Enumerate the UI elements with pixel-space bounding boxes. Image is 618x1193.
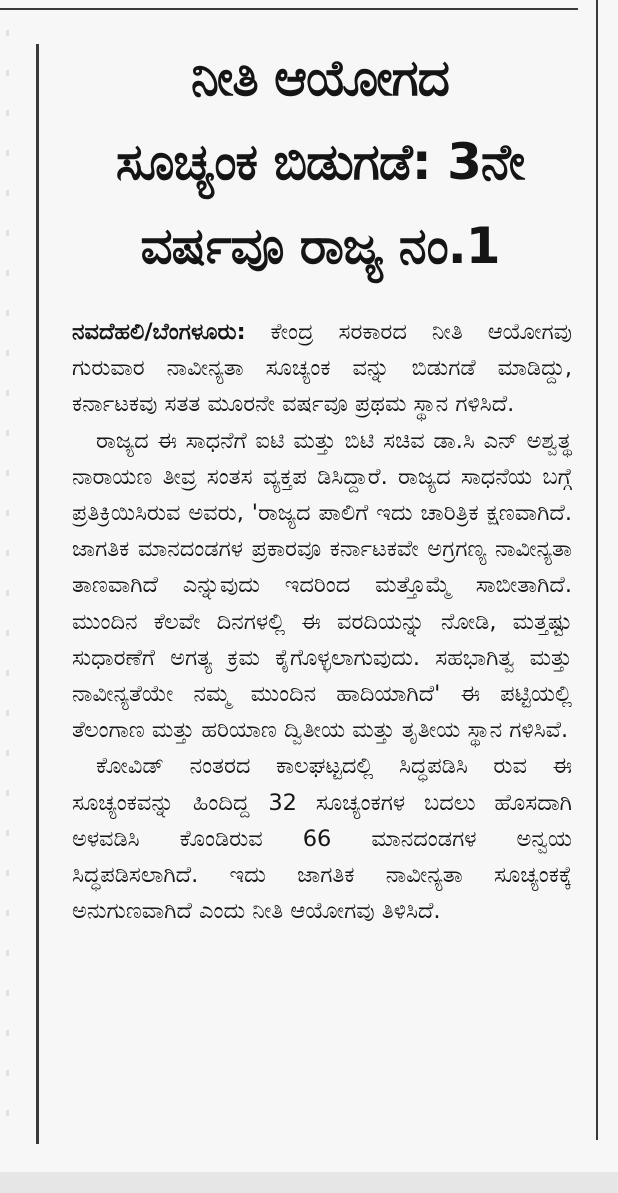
paragraph-2: ರಾಜ್ಯದ ಈ ಸಾಧನೆಗೆ ಐಟಿ ಮತ್ತು ಬಿಟಿ ಸಚಿವ ಡಾ.ಸಿ ಎನ್ ಅಶ್ವತ್ಥ ನಾರಾಯಣ ತೀವ್ರ ಸಂತಸ ವ್ಯಕ್ತಪ ಡಿಸಿದ್ದಾರೆ. ರಾಜ್ಯದ ಸಾಧನೆಯ ಬಗ್ಗೆ ಪ್ರತಿಕ್ರಿಯಿಸಿರುವ ಅವರು, 'ರಾಜ್ಯದ ಪಾಲಿಗೆ ಇದು ಚಾರಿತ್ರಿಕ ಕ್ಷಣವಾಗಿದೆ. ಜಾಗತಿಕ ಮಾನದಂಡಗಳ ಪ್ರಕಾರವೂ ಕರ್ನಾಟಕವೇ ಅಗ್ರಗಣ್ಯ ನಾವೀನ್ಯತಾ ತಾಣವಾಗಿದೆ ಎನ್ನುವುದು ಇದರಿಂದ ಮತ್ತೊಮ್ಮೆ ಸಾಬೀತಾಗಿದೆ. ಮುಂದಿನ ಕೆಲವೇ ದಿನಗಳಲ್ಲಿ ಈ ವರದಿಯನ್ನು ನೋಡಿ, ಮತ್ತಷ್ಟು ಸುಧಾರಣೆಗೆ ಅಗತ್ಯ ಕ್ರಮ ಕೈಗೊಳ್ಳಲಾಗುವುದು. ಸಹಭಾಗಿತ್ವ ಮತ್ತು ನಾವೀನ್ಯತೆಯೇ ನಮ್ಮ ಮುಂದಿನ ಹಾದಿಯಾಗಿದೆ' ಈ ಪಟ್ಟಿಯಲ್ಲಿ ತೆಲಂಗಾಣ ಮತ್ತು ಹರಿಯಾಣ ದ್ವಿತೀಯ ಮತ್ತು ತೃತೀಯ ಸ್ಥಾನ ಗಳಿಸಿವೆ. — [72, 427, 572, 744]
page-bottom-edge — [0, 1172, 618, 1193]
scan-edge-specks — [6, 30, 9, 1130]
headline-line-1: ನೀತಿ ಆಯೋಗದ — [191, 49, 449, 107]
right-column-rule — [596, 0, 598, 1140]
headline-line-2: ಸೂಚ್ಯಂಕ ಬಿಡುಗಡೆ: 3ನೇ — [115, 133, 525, 191]
top-column-rule — [0, 8, 578, 10]
paragraph-1-text: ಕೇಂದ್ರ ಸರಕಾರದ ನೀತಿ ಆಯೋಗವು ಗುರುವಾರ ನಾವೀನ್ಯತಾ ಸೂಚ್ಯಂಕ ವನ್ನು ಬಿಡುಗಡೆ ಮಾಡಿದ್ದು, ಕರ್ನಾಟಕವು ಸತತ ಮೂರನೇ ವರ್ಷವೂ ಪ್ರಥಮ ಸ್ಥಾನ ಗಳಿಸಿದೆ. — [72, 319, 572, 418]
paragraph-3: ಕೋವಿಡ್ ನಂತರದ ಕಾಲಘಟ್ಟದಲ್ಲಿ ಸಿದ್ಧಪಡಿಸಿ ರುವ ಈ ಸೂಚ್ಯಂಕವನ್ನು ಹಿಂದಿದ್ದ 32 ಸೂಚ್ಯಂಕಗಳ ಬದಲು ಹೊಸದಾಗಿ ಅಳವಡಿಸಿ ಕೊಂಡಿರುವ 66 ಮಾನದಂಡಗಳ ಅನ್ವಯ ಸಿದ್ಧಪಡಿಸಲಾಗಿದೆ. ಇದು ಜಾಗತಿಕ ನಾವೀನ್ಯತಾ ಸೂಚ್ಯಂಕಕ್ಕೆ ಅನುಗುಣವಾಗಿದೆ ಎಂದು ನೀತಿ ಆಯೋಗವು ತಿಳಿಸಿದೆ. — [72, 753, 572, 925]
article-body — [72, 314, 572, 929]
dateline: ನವದೆಹಲಿ/ಬೆಂಗಳೂರು: — [72, 319, 246, 345]
paragraph-1 — [72, 314, 572, 423]
headline-line-3: ವರ್ಷವೂ ರಾಜ್ಯ ನಂ.1 — [140, 217, 500, 275]
left-column-rule — [36, 44, 39, 1144]
article-headline — [60, 36, 580, 288]
